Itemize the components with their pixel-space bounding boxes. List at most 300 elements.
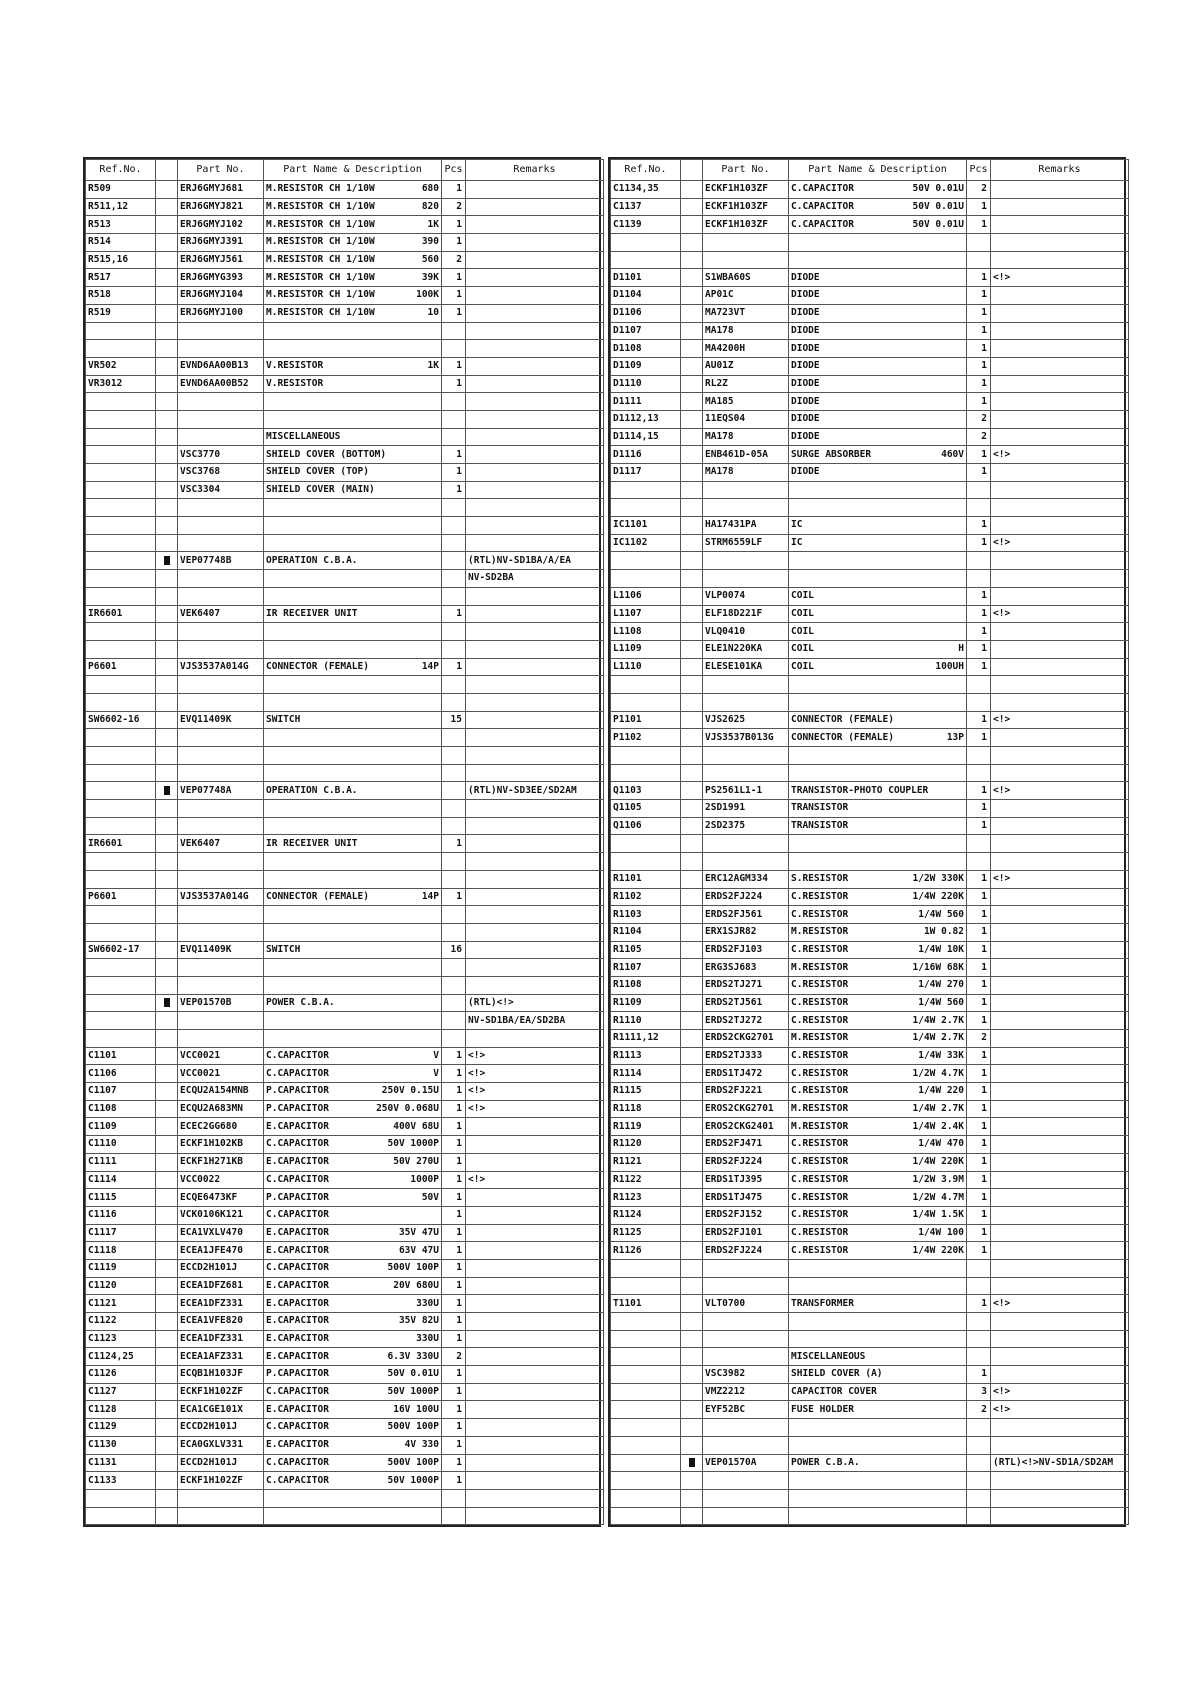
remarks-cell (466, 357, 604, 375)
pcs-cell: 2 (442, 198, 466, 216)
description-name: DIODE (791, 271, 820, 283)
ref-cell (611, 499, 681, 517)
remarks-cell (466, 1419, 604, 1437)
description-name: M.RESISTOR CH 1/10W (266, 254, 375, 266)
description-name: MISCELLANEOUS (266, 430, 341, 442)
marker-cell (156, 1136, 178, 1154)
part-no-cell (703, 1348, 789, 1366)
ref-cell (86, 1030, 156, 1048)
remarks-cell (991, 1047, 1129, 1065)
description-cell (264, 1313, 442, 1331)
remarks-cell (466, 1136, 604, 1154)
description-name: C.RESISTOR (791, 943, 849, 955)
new-part-marker-icon (164, 786, 170, 795)
description-cell (789, 800, 967, 818)
description-cell (264, 835, 442, 853)
marker-cell (156, 747, 178, 765)
ref-cell (86, 587, 156, 605)
description-value: 1/4W 270 (918, 979, 964, 991)
description-name: C.RESISTOR (791, 1050, 849, 1062)
marker-cell (156, 251, 178, 269)
description-value: 1/4W 2.7K (912, 1014, 964, 1026)
description-value (435, 783, 439, 799)
table-row (86, 410, 604, 428)
ref-cell: C1101 (86, 1047, 156, 1065)
part-no-cell: ENB461D-05A (703, 446, 789, 464)
pcs-cell: 1 (967, 1295, 991, 1313)
remarks-cell (466, 676, 604, 694)
remarks-cell (991, 1313, 1129, 1331)
pcs-cell: 1 (442, 1330, 466, 1348)
description-name: C.RESISTOR (791, 1085, 849, 1097)
pcs-cell: 1 (967, 1153, 991, 1171)
part-no-cell (178, 764, 264, 782)
part-no-cell (703, 552, 789, 570)
part-no-cell: VJS3537A014G (178, 658, 264, 676)
description-value: V (433, 1067, 439, 1079)
part-no-cell (178, 693, 264, 711)
description-cell (789, 640, 967, 658)
pcs-cell: 1 (442, 1047, 466, 1065)
table-header-row (611, 160, 1129, 181)
pcs-cell: 1 (442, 446, 466, 464)
pcs-cell: 1 (967, 1083, 991, 1101)
ref-cell: C1115 (86, 1189, 156, 1207)
table-row (86, 658, 604, 676)
table-row (86, 1171, 604, 1189)
ref-cell: R1114 (611, 1065, 681, 1083)
remarks-cell (991, 1242, 1129, 1260)
pcs-cell: 1 (967, 906, 991, 924)
description-cell (789, 251, 967, 269)
part-no-cell (178, 923, 264, 941)
part-no-cell: ERDS1TJ395 (703, 1171, 789, 1189)
description-cell (264, 658, 442, 676)
part-no-cell: ERJ6GMYJ681 (178, 181, 264, 199)
description-cell (789, 1330, 967, 1348)
part-no-cell (178, 817, 264, 835)
description-name: COIL (791, 607, 814, 619)
pcs-cell: 1 (442, 1118, 466, 1136)
ref-cell (611, 835, 681, 853)
description-cell (264, 1030, 442, 1048)
description-value: 50V 1000P (387, 1474, 439, 1486)
ref-cell: P1101 (611, 711, 681, 729)
ref-cell: SW6602-17 (86, 941, 156, 959)
marker-cell (681, 499, 703, 517)
remarks-cell (466, 393, 604, 411)
pcs-cell (442, 976, 466, 994)
description-cell (789, 464, 967, 482)
ref-cell (86, 464, 156, 482)
table-row (86, 1206, 604, 1224)
description-value (960, 588, 964, 604)
ref-cell: R1126 (611, 1242, 681, 1260)
pcs-cell (967, 1436, 991, 1454)
table-row (611, 835, 1129, 853)
pcs-cell: 1 (442, 1383, 466, 1401)
pcs-cell (442, 534, 466, 552)
pcs-cell (442, 517, 466, 535)
description-value: 1/4W 2.7K (912, 1032, 964, 1044)
ref-cell (86, 817, 156, 835)
ref-cell (86, 410, 156, 428)
part-no-cell: MA178 (703, 428, 789, 446)
description-name: DIODE (791, 413, 820, 425)
marker-cell (681, 1047, 703, 1065)
pcs-cell (442, 729, 466, 747)
remarks-cell: NV-SD2BA (466, 570, 604, 588)
marker-cell (156, 994, 178, 1012)
pcs-cell: 1 (967, 1100, 991, 1118)
description-cell (264, 251, 442, 269)
table-row (86, 764, 604, 782)
remarks-cell (466, 1507, 604, 1525)
part-no-cell: ERC12AGM334 (703, 870, 789, 888)
part-no-cell: VEP07748B (178, 552, 264, 570)
desc-header: Part Name & Description (789, 160, 967, 181)
marker-cell (681, 1295, 703, 1313)
marker-cell (156, 287, 178, 305)
description-cell (789, 1224, 967, 1242)
part-no-cell: EYF52BC (703, 1401, 789, 1419)
remarks-cell: <!> (991, 446, 1129, 464)
ref-cell: R1104 (611, 923, 681, 941)
marker-cell (156, 1047, 178, 1065)
pcs-cell (967, 1472, 991, 1490)
table-row (611, 269, 1129, 287)
table-row (86, 1436, 604, 1454)
remarks-cell: <!> (991, 870, 1129, 888)
description-value: 1/4W 10K (918, 943, 964, 955)
pcs-cell: 1 (967, 198, 991, 216)
description-cell (789, 976, 967, 994)
description-name: M.RESISTOR CH 1/10W (266, 271, 375, 283)
table-row (611, 711, 1129, 729)
description-cell (264, 481, 442, 499)
description-value (960, 624, 964, 640)
table-row (611, 853, 1129, 871)
description-cell (789, 888, 967, 906)
ref-cell (86, 994, 156, 1012)
marker-cell (681, 1419, 703, 1437)
ref-cell (611, 853, 681, 871)
description-cell (789, 428, 967, 446)
ref-cell: C1122 (86, 1313, 156, 1331)
table-row (86, 357, 604, 375)
marker-cell (156, 1206, 178, 1224)
remarks-cell (466, 835, 604, 853)
remarks-cell: (RTL)<!>NV-SD1A/SD2AM (991, 1454, 1129, 1472)
part-no-cell: EVQ11409K (178, 711, 264, 729)
part-no-cell: PS2561L1-1 (703, 782, 789, 800)
remarks-cell (466, 322, 604, 340)
pcs-cell: 1 (442, 464, 466, 482)
part-no-cell (178, 410, 264, 428)
pcs-cell: 1 (442, 605, 466, 623)
description-cell (264, 287, 442, 305)
pcs-cell: 1 (967, 446, 991, 464)
ref-cell: R1118 (611, 1100, 681, 1118)
marker-cell (681, 959, 703, 977)
part-no-cell: ERDS2TJ561 (703, 994, 789, 1012)
description-name: CAPACITOR COVER (791, 1386, 877, 1398)
ref-cell: L1108 (611, 623, 681, 641)
description-cell (264, 976, 442, 994)
pcs-cell (442, 923, 466, 941)
pcs-cell: 1 (967, 1047, 991, 1065)
pcs-cell (967, 1259, 991, 1277)
description-cell (264, 304, 442, 322)
ref-cell (86, 923, 156, 941)
remarks-cell (991, 658, 1129, 676)
ref-cell: C1118 (86, 1242, 156, 1260)
marker-cell (156, 959, 178, 977)
ref-cell (611, 764, 681, 782)
remarks-cell (991, 517, 1129, 535)
remarks-cell (466, 464, 604, 482)
part-no-cell: VCC0021 (178, 1047, 264, 1065)
ref-cell: R1103 (611, 906, 681, 924)
table-row (611, 234, 1129, 252)
description-value: V (433, 1050, 439, 1062)
remarks-cell (991, 1436, 1129, 1454)
table-row (611, 446, 1129, 464)
part-no-cell (703, 676, 789, 694)
table-row (86, 322, 604, 340)
marker-cell (156, 393, 178, 411)
remarks-cell (991, 1419, 1129, 1437)
part-no-cell (703, 1259, 789, 1277)
part-no-cell: ECEA1JFE470 (178, 1242, 264, 1260)
description-value: 1/2W 4.7K (912, 1067, 964, 1079)
description-cell (789, 552, 967, 570)
pcs-cell: 1 (442, 304, 466, 322)
remarks-cell (466, 428, 604, 446)
description-value (435, 553, 439, 569)
table-row (611, 782, 1129, 800)
description-value (435, 942, 439, 958)
table-row (86, 1401, 604, 1419)
part-no-cell: MA185 (703, 393, 789, 411)
description-name: M.RESISTOR (791, 1120, 849, 1132)
remarks-cell: (RTL)NV-SD3EE/SD2AM (466, 782, 604, 800)
marker-cell (681, 340, 703, 358)
marker-cell (156, 870, 178, 888)
ref-cell: D1109 (611, 357, 681, 375)
remarks-cell (466, 729, 604, 747)
table-row (611, 1171, 1129, 1189)
description-cell (264, 888, 442, 906)
description-name: C.CAPACITOR (266, 1262, 329, 1274)
table-row (86, 517, 604, 535)
description-value (435, 429, 439, 445)
remarks-cell (466, 198, 604, 216)
description-value (960, 464, 964, 480)
description-cell (789, 1171, 967, 1189)
marker-cell (156, 198, 178, 216)
part-no-cell: STRM6559LF (703, 534, 789, 552)
marker-cell (156, 1401, 178, 1419)
table-row (86, 1366, 604, 1384)
pcs-cell (967, 481, 991, 499)
table-row (611, 1012, 1129, 1030)
part-no-cell (703, 234, 789, 252)
table-row (611, 1065, 1129, 1083)
table-row (86, 605, 604, 623)
remarks-cell (991, 693, 1129, 711)
ref-cell (86, 676, 156, 694)
part-no-cell: AU01Z (703, 357, 789, 375)
ref-cell: C1128 (86, 1401, 156, 1419)
description-value: 820 (421, 201, 439, 213)
part-no-cell: ERJ6GMYG393 (178, 269, 264, 287)
remarks-cell (466, 517, 604, 535)
remarks-cell (991, 234, 1129, 252)
description-value (960, 394, 964, 410)
description-name: DIODE (791, 430, 820, 442)
part-no-cell: ERDS2FJ103 (703, 941, 789, 959)
ref-cell: SW6602-16 (86, 711, 156, 729)
marker-cell (681, 1136, 703, 1154)
table-row (611, 375, 1129, 393)
pcs-cell (442, 1489, 466, 1507)
description-cell (789, 1136, 967, 1154)
description-value (960, 270, 964, 286)
ref-cell (611, 1313, 681, 1331)
pcs-cell: 2 (967, 410, 991, 428)
ref-cell: C1107 (86, 1083, 156, 1101)
description-value: 500V 100P (387, 1262, 439, 1274)
description-cell (789, 1507, 967, 1525)
description-cell (264, 446, 442, 464)
table-row (86, 1242, 604, 1260)
ref-cell: C1121 (86, 1295, 156, 1313)
pcs-cell: 2 (967, 181, 991, 199)
table-row (86, 1083, 604, 1101)
pcs-cell: 1 (442, 1242, 466, 1260)
remarks-cell: (RTL)<!> (466, 994, 604, 1012)
table-row (86, 481, 604, 499)
description-name: C.CAPACITOR (791, 183, 854, 195)
description-cell (789, 782, 967, 800)
table-row (86, 181, 604, 199)
table-row (611, 1242, 1129, 1260)
table-row (86, 1153, 604, 1171)
description-value: 390 (421, 236, 439, 248)
part-no-cell: ECQU2A154MNB (178, 1083, 264, 1101)
description-name: E.CAPACITOR (266, 1297, 329, 1309)
ref-header: Ref.No. (86, 160, 156, 181)
description-cell (264, 181, 442, 199)
description-name: DIODE (791, 395, 820, 407)
marker-cell (156, 1065, 178, 1083)
marker-cell (681, 1030, 703, 1048)
description-name: IR RECEIVER UNIT (266, 837, 358, 849)
pcs-cell (967, 835, 991, 853)
description-name: OPERATION C.B.A. (266, 784, 358, 796)
remarks-cell (991, 1206, 1129, 1224)
pcs-cell: 1 (967, 640, 991, 658)
table-row (611, 693, 1129, 711)
marker-cell (681, 605, 703, 623)
ref-cell (86, 800, 156, 818)
description-cell (264, 1118, 442, 1136)
ref-cell: VR502 (86, 357, 156, 375)
description-cell (264, 1489, 442, 1507)
description-cell (264, 1136, 442, 1154)
remarks-cell (991, 1224, 1129, 1242)
description-value (960, 305, 964, 321)
desc-header: Part Name & Description (264, 160, 442, 181)
ref-cell: L1110 (611, 658, 681, 676)
marker-cell (681, 517, 703, 535)
remarks-cell (466, 1295, 604, 1313)
part-no-cell: ERJ6GMYJ391 (178, 234, 264, 252)
description-cell (264, 747, 442, 765)
ref-cell: R1119 (611, 1118, 681, 1136)
description-cell (264, 587, 442, 605)
remarks-cell (466, 923, 604, 941)
description-value (435, 606, 439, 622)
part-no-cell: VLT0700 (703, 1295, 789, 1313)
part-no-cell: VCC0021 (178, 1065, 264, 1083)
remarks-cell (991, 570, 1129, 588)
table-row (611, 181, 1129, 199)
pcs-cell: 2 (442, 251, 466, 269)
ref-cell (86, 322, 156, 340)
description-cell (264, 570, 442, 588)
part-no-cell: 11EQS04 (703, 410, 789, 428)
description-cell (789, 817, 967, 835)
remarks-cell (991, 1489, 1129, 1507)
remarks-cell (991, 304, 1129, 322)
description-value (960, 712, 964, 728)
ref-cell (86, 1012, 156, 1030)
description-value: 1/2W 3.9M (912, 1173, 964, 1185)
description-name: C.CAPACITOR (266, 1386, 329, 1398)
description-cell (264, 410, 442, 428)
table-row (611, 959, 1129, 977)
remarks-cell (466, 1153, 604, 1171)
remarks-cell (991, 1012, 1129, 1030)
marker-cell (156, 853, 178, 871)
description-cell (264, 959, 442, 977)
description-cell (264, 1330, 442, 1348)
description-value: 1/4W 470 (918, 1138, 964, 1150)
description-cell (789, 1436, 967, 1454)
table-row (86, 1454, 604, 1472)
marker-cell (681, 216, 703, 234)
pcs-cell: 16 (442, 941, 466, 959)
ref-cell: D1106 (611, 304, 681, 322)
ref-cell: C1108 (86, 1100, 156, 1118)
ref-cell (86, 747, 156, 765)
pcs-cell: 1 (442, 1206, 466, 1224)
part-no-cell: EROS2CKG2401 (703, 1118, 789, 1136)
description-name: TRANSISTOR-PHOTO COUPLER (791, 784, 929, 796)
description-name: E.CAPACITOR (266, 1226, 329, 1238)
table-row (611, 1366, 1129, 1384)
pcs-header: Pcs (967, 160, 991, 181)
part-no-cell: ERDS2FJ152 (703, 1206, 789, 1224)
part-no-cell (703, 1419, 789, 1437)
marker-cell (156, 464, 178, 482)
marker-cell (156, 1100, 178, 1118)
table-row (611, 198, 1129, 216)
table-row (86, 835, 604, 853)
description-cell (789, 764, 967, 782)
